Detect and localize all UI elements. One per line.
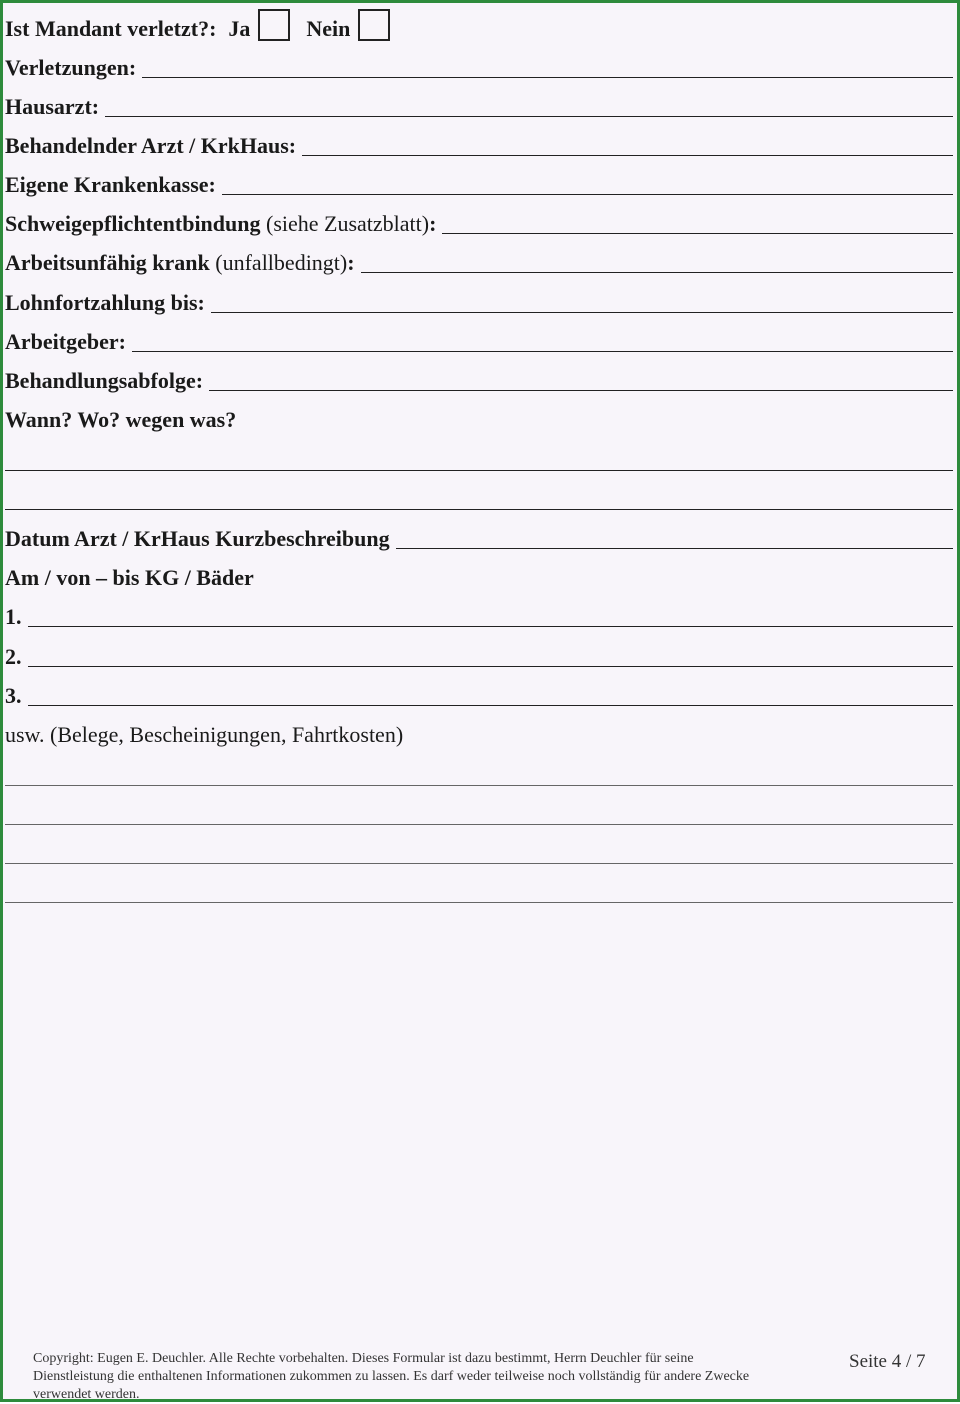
copyright-notice: Copyright: Eugen E. Deuchler. Alle Rechte vorbehalten. Dieses Formular ist dazu bestimmt, Herrn Deuchler für seine Dienstleistung die enthaltenen Informationen zukommen zu lassen. Es darf weder teilweise noch vollständig für andere Zwecke verwendet werden. bbox=[33, 1351, 750, 1402]
incapacity-colon: : bbox=[347, 250, 355, 275]
treating-label: Behandelnder Arzt / KrkHaus: bbox=[5, 133, 297, 158]
date-doctor-row bbox=[5, 521, 953, 551]
etc-row bbox=[5, 717, 953, 747]
sequence-field[interactable] bbox=[209, 360, 953, 391]
item-1-field[interactable] bbox=[28, 596, 954, 627]
employer-field[interactable] bbox=[132, 321, 953, 352]
injured-question: Ist Mandant verletzt?: bbox=[5, 16, 217, 41]
when-label: Wann? Wo? wegen was? bbox=[5, 407, 237, 432]
yes-label: Ja bbox=[228, 16, 251, 41]
physio-row bbox=[5, 560, 953, 590]
free-line-1[interactable] bbox=[5, 470, 953, 471]
free-line-2[interactable] bbox=[5, 509, 953, 510]
injuries-field[interactable] bbox=[142, 47, 953, 78]
date-doctor-field[interactable] bbox=[396, 518, 953, 549]
sequence-label: Behandlungsabfolge: bbox=[5, 368, 204, 393]
no-label: Nein bbox=[306, 16, 351, 41]
free-line-6[interactable] bbox=[5, 902, 953, 903]
employer-row bbox=[5, 324, 953, 354]
item-3-label: 3. bbox=[5, 683, 22, 708]
item-1-row bbox=[5, 599, 953, 629]
gp-label: Hausarzt: bbox=[5, 94, 100, 119]
incapacity-label bbox=[5, 252, 355, 275]
incapacity-field[interactable] bbox=[361, 242, 953, 273]
free-line-5[interactable] bbox=[5, 863, 953, 864]
item-2-label: 2. bbox=[5, 644, 22, 669]
etc-label: usw. (Belege, Bescheinigungen, Fahrtkosten) bbox=[5, 722, 404, 747]
item-3-row bbox=[5, 678, 953, 708]
wage-label: Lohnfortzahlung bis: bbox=[5, 290, 205, 315]
confidentiality-note: (siehe Zusatzblatt) bbox=[260, 211, 430, 236]
injuries-row bbox=[5, 50, 953, 80]
confidentiality-title: Schweigepflichtentbindung bbox=[5, 211, 261, 236]
insurance-label: Eigene Krankenkasse: bbox=[5, 172, 216, 197]
incapacity-note: (unfallbedingt) bbox=[209, 250, 348, 275]
insurance-row bbox=[5, 167, 953, 197]
gp-field[interactable] bbox=[105, 86, 953, 117]
treating-field[interactable] bbox=[302, 125, 953, 156]
free-line-3[interactable] bbox=[5, 785, 953, 786]
confidentiality-row bbox=[5, 206, 953, 236]
item-3-field[interactable] bbox=[28, 675, 954, 706]
sequence-row bbox=[5, 363, 953, 393]
date-doctor-label: Datum Arzt / KrHaus Kurzbeschreibung bbox=[5, 526, 390, 551]
incapacity-row bbox=[5, 245, 953, 275]
injuries-label: Verletzungen: bbox=[5, 55, 137, 80]
when-row bbox=[5, 402, 953, 432]
no-checkbox[interactable] bbox=[358, 9, 390, 41]
incapacity-title: Arbeitsunfähig krank bbox=[5, 250, 210, 275]
confidentiality-field[interactable] bbox=[442, 203, 953, 234]
page-number: Seite 4 / 7 bbox=[849, 1351, 926, 1372]
confidentiality-label bbox=[5, 213, 436, 236]
item-1-label: 1. bbox=[5, 604, 22, 629]
item-2-row bbox=[5, 639, 953, 669]
insurance-field[interactable] bbox=[222, 164, 953, 195]
physio-label: Am / von – bis KG / Bäder bbox=[5, 565, 254, 590]
wage-field[interactable] bbox=[211, 282, 953, 313]
injured-row bbox=[5, 11, 398, 41]
free-line-4[interactable] bbox=[5, 824, 953, 825]
treating-row bbox=[5, 128, 953, 158]
employer-label: Arbeitgeber: bbox=[5, 329, 126, 354]
item-2-field[interactable] bbox=[28, 636, 954, 667]
yes-checkbox[interactable] bbox=[258, 9, 290, 41]
wage-row bbox=[5, 285, 953, 315]
confidentiality-colon: : bbox=[429, 211, 437, 236]
gp-row bbox=[5, 89, 953, 119]
